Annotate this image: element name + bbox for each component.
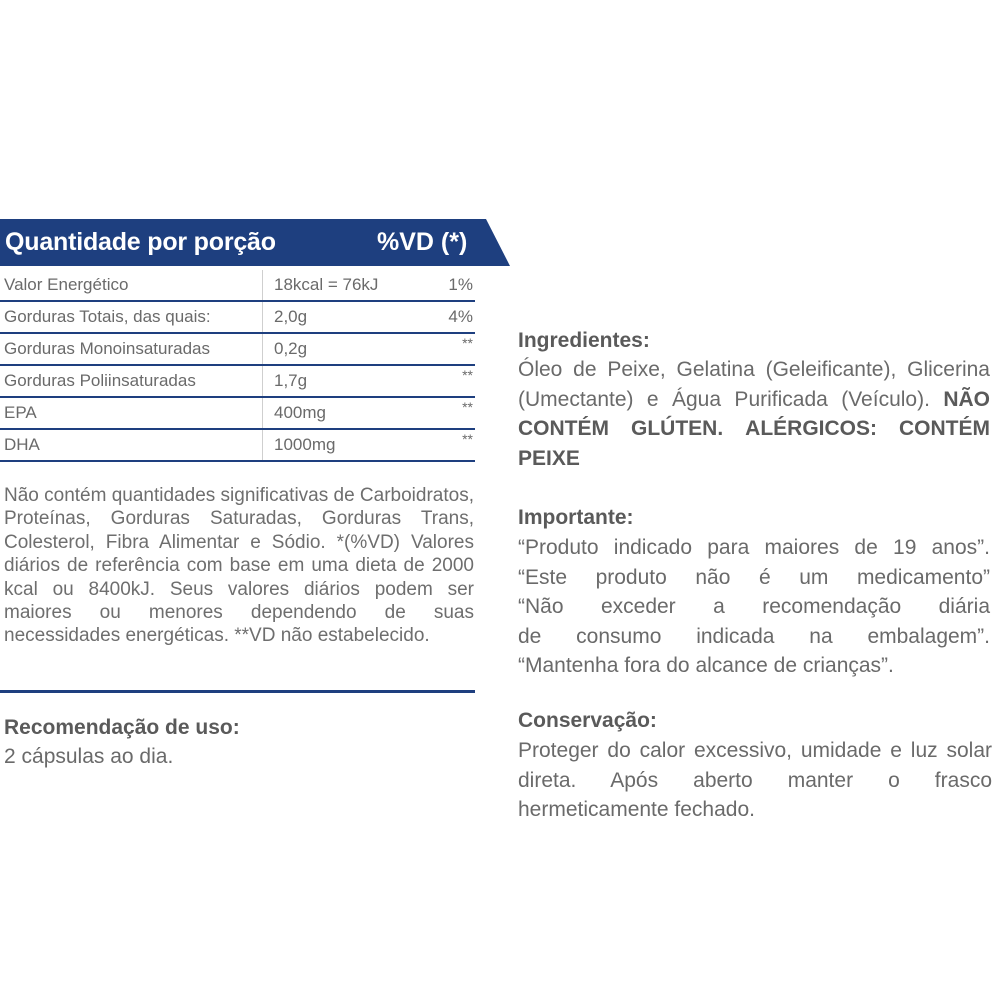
divider bbox=[0, 690, 475, 693]
nutrient-name: Gorduras Totais, das quais: bbox=[4, 307, 211, 326]
conservation-body: Proteger do calor excessivo, umidade e luz solar direta. Após aberto manter o frasco hermeticamente fechado. bbox=[518, 739, 992, 821]
nutrient-quantity: 1,7g bbox=[274, 371, 308, 390]
nutrient-name: EPA bbox=[4, 403, 37, 422]
table-header-title: Quantidade por porção bbox=[5, 228, 276, 256]
important-line: “Produto indicado para maiores de 19 anos”. bbox=[518, 536, 990, 559]
table-footnote: Não contém quantidades significativas de Carboidratos, Proteínas, Gorduras Saturadas, Gorduras Trans, Colesterol, Fibra Alimentar e Sódio. *(%VD) Valores diários de referência com base em uma dieta de 2000 kcal ou 8400kJ. Seus valores diários podem ser maiores ou menores dependendo de suas necessidades energéticas. **VD não estabelecido. bbox=[4, 485, 474, 647]
ingredients-list: Óleo de Peixe, Gelatina (Geleificante), Glicerina (Umectante) e Água Purificada (Veículo). bbox=[518, 358, 990, 411]
nutrient-quantity: 2,0g bbox=[274, 307, 308, 326]
nutrient-name: DHA bbox=[4, 435, 40, 454]
nutrient-quantity: 18kcal = 76kJ bbox=[274, 275, 379, 294]
important-line: “Mantenha fora do alcance de crianças”. bbox=[518, 654, 894, 677]
nutrient-name: Gorduras Monoinsaturadas bbox=[4, 339, 211, 358]
conservation-title: Conservação: bbox=[518, 709, 657, 732]
allergen-warning: ALÉRGICOS: CONTÉM PEIXE bbox=[518, 417, 990, 470]
nutrient-name: Gorduras Poliinsaturadas bbox=[4, 371, 196, 390]
nutrient-quantity: 400mg bbox=[274, 403, 326, 422]
nutrient-vd: ** bbox=[462, 431, 473, 447]
nutrient-vd: ** bbox=[462, 399, 473, 415]
important-line: “Não exceder a recomendação diária bbox=[518, 595, 990, 618]
table-row bbox=[0, 430, 475, 462]
table-row bbox=[0, 270, 475, 302]
table-row bbox=[0, 302, 475, 334]
important-line: “Este produto não é um medicamento” bbox=[518, 565, 990, 589]
important-line: de consumo indicada na embalagem”. bbox=[518, 624, 990, 648]
recommendation-body: 2 cápsulas ao dia. bbox=[4, 745, 174, 768]
important-body bbox=[518, 533, 990, 681]
nutrient-vd: 4% bbox=[448, 307, 473, 326]
important-title: Importante: bbox=[518, 506, 634, 529]
nutrient-quantity: 0,2g bbox=[274, 339, 308, 358]
nutrient-vd: ** bbox=[462, 367, 473, 383]
nutrient-quantity: 1000mg bbox=[274, 435, 336, 454]
table-row bbox=[0, 334, 475, 366]
table-header-vd: %VD (*) bbox=[377, 228, 468, 256]
table-row bbox=[0, 366, 475, 398]
table-row bbox=[0, 398, 475, 430]
ingredients-title: Ingredientes: bbox=[518, 329, 650, 352]
recommendation-title: Recomendação de uso: bbox=[4, 716, 240, 739]
gluten-warning: NÃO CONTÉM GLÚTEN. bbox=[518, 387, 990, 440]
nutrient-vd: 1% bbox=[448, 275, 473, 294]
ingredients-body bbox=[518, 355, 990, 473]
nutrient-vd: ** bbox=[462, 335, 473, 351]
nutrient-name: Valor Energético bbox=[4, 275, 129, 294]
